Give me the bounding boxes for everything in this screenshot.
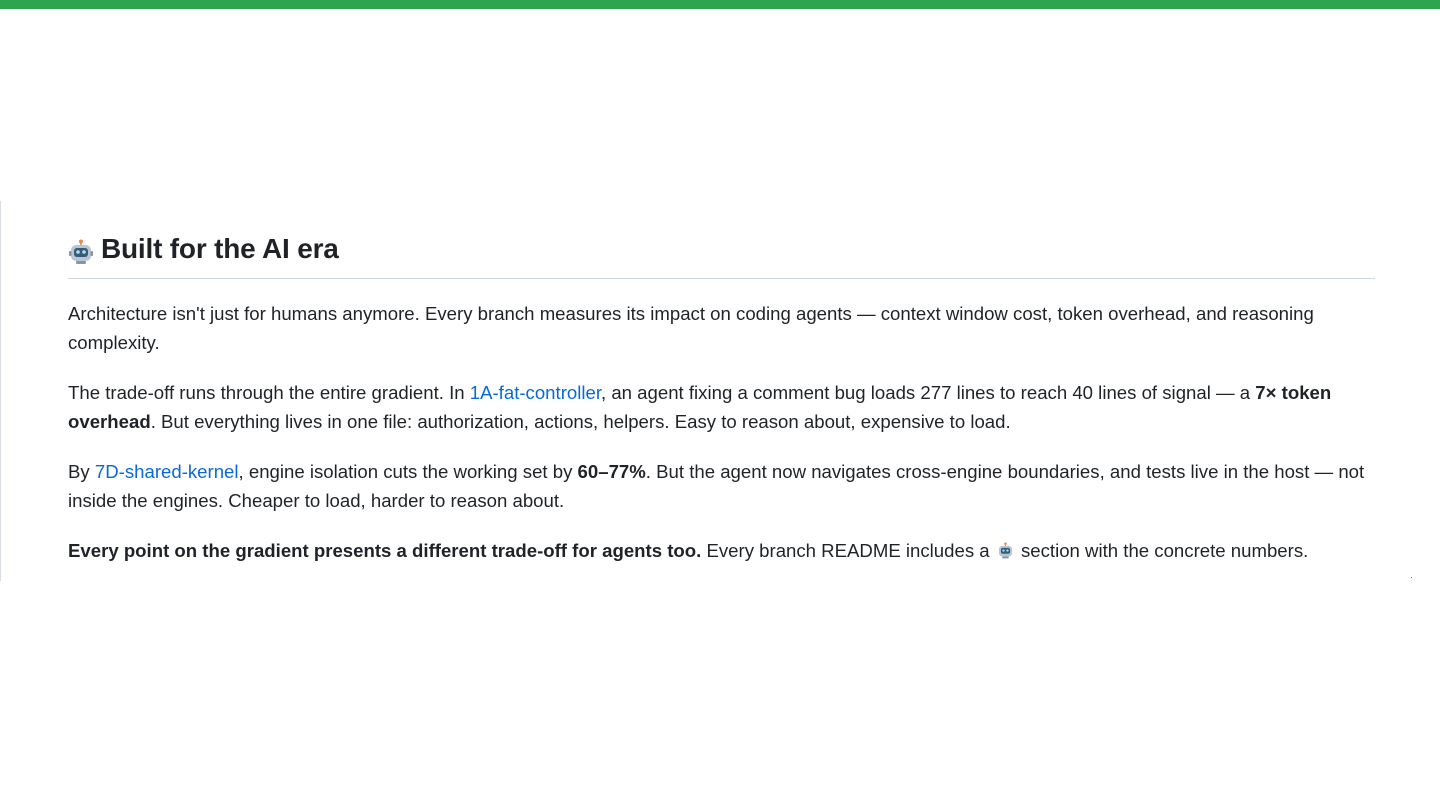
bold-text: Every point on the gradient presents a different trade-off for agents too.: [68, 540, 702, 561]
text-segment: , engine isolation cuts the working set by: [238, 461, 578, 482]
corner-marker: [1411, 577, 1412, 578]
paragraph-shared-kernel: [68, 457, 1375, 515]
paragraph-summary: [68, 536, 1375, 565]
link-1a-fat-controller[interactable]: 1A-fat-controller: [469, 382, 601, 403]
section-heading: [68, 229, 1375, 279]
text-segment: section with the concrete numbers.: [1015, 540, 1309, 561]
bold-text: 60–77%: [577, 461, 646, 482]
readme-content-panel: [0, 201, 1440, 581]
robot-icon: [68, 236, 94, 262]
readme-article: [68, 229, 1375, 565]
text-segment: . But everything lives in one file: authorization, actions, helpers. Easy to reason about, expensive to load.: [150, 411, 1011, 432]
paragraph-intro-text: Architecture isn't just for humans anymore. Every branch measures its impact on coding agents — context window cost, token overhead, and reasoning complexity.: [68, 303, 1314, 353]
paragraph-fat-controller: [68, 378, 1375, 436]
text-segment: Every branch README includes a: [701, 540, 995, 561]
robot-icon: [997, 538, 1014, 555]
paragraph-intro: [68, 299, 1375, 357]
text-segment: . But the agent now navigates cross-engine boundaries, and tests live in the host — not inside the engines. Cheaper to load, harder to reason about.: [68, 461, 1365, 511]
text-segment: , an agent fixing a comment bug loads 277 lines to reach 40 lines of signal — a: [601, 382, 1256, 403]
bold-text: 7× token overhead: [68, 382, 1332, 432]
text-segment: The trade-off runs through the entire gradient. In: [68, 382, 470, 403]
top-accent-bar: [0, 0, 1440, 9]
section-title: Built for the AI era: [101, 233, 339, 264]
text-segment: By: [68, 461, 95, 482]
link-7d-shared-kernel[interactable]: 7D-shared-kernel: [94, 461, 239, 482]
